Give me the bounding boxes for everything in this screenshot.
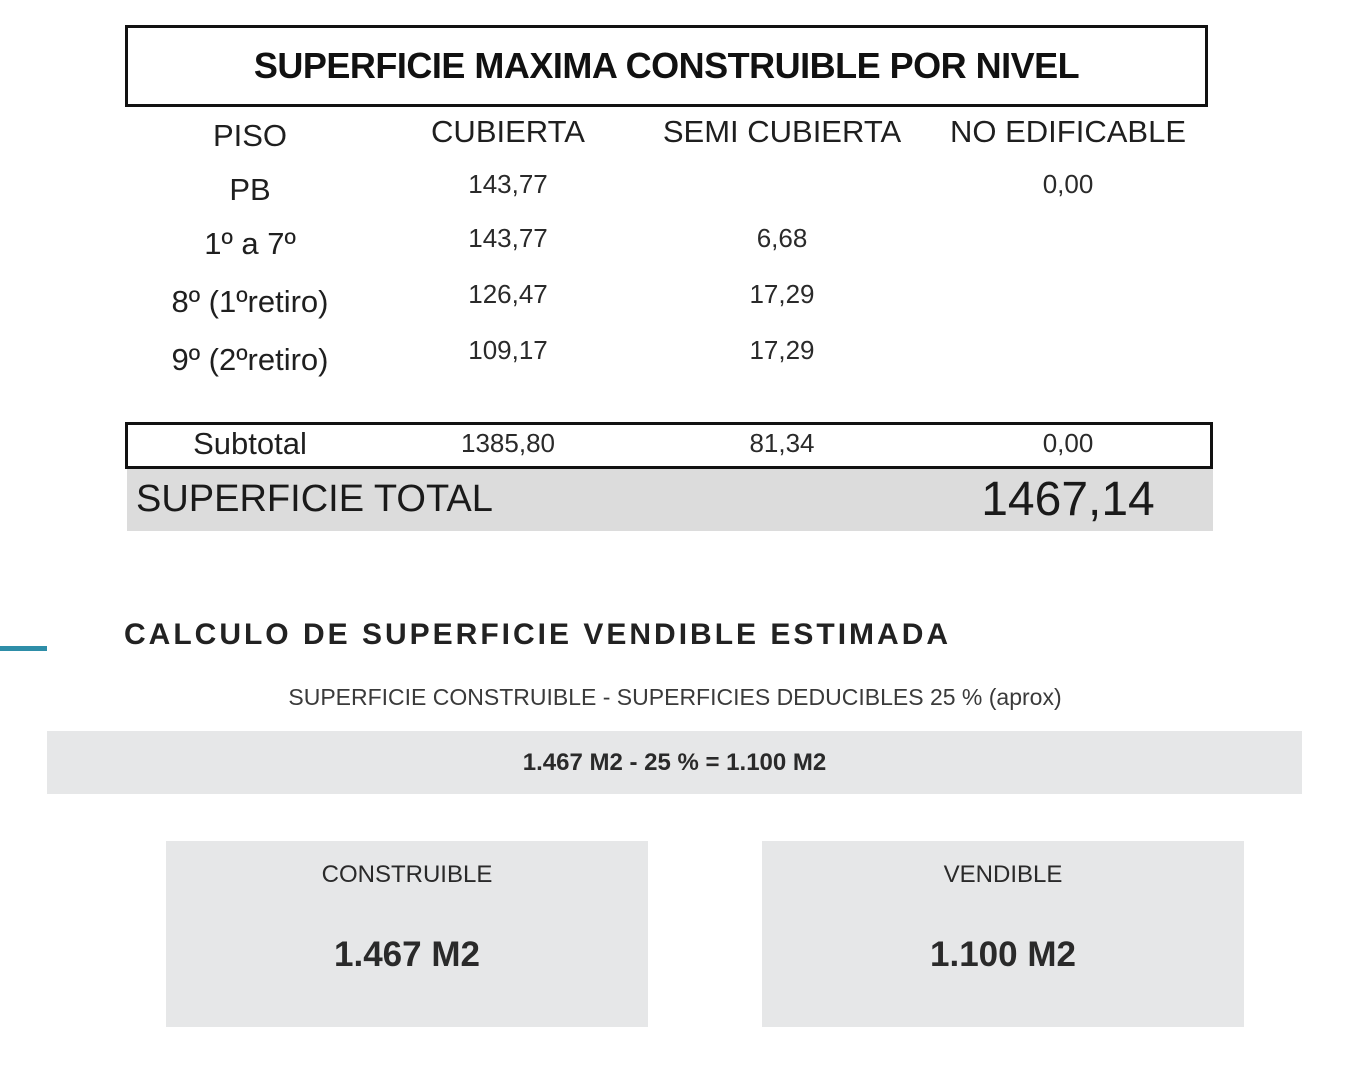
row-label-8: 8º (1ºretiro)	[171, 284, 329, 319]
card-construible	[166, 841, 648, 1027]
total-value: 1467,14	[981, 473, 1155, 526]
row-label-pb: PB	[229, 172, 271, 207]
card-value: 1.467 M2	[334, 935, 480, 974]
card-label: VENDIBLE	[943, 861, 1063, 888]
accent-line	[0, 646, 47, 651]
cell-semi-cubierta: 6,68	[756, 223, 808, 253]
column-header-cubierta: CUBIERTA	[431, 114, 585, 149]
column-header-semi-cubierta: SEMI CUBIERTA	[662, 114, 902, 149]
cell-cubierta: 143,77	[468, 223, 548, 253]
row-label-1-a-7: 1º a 7º	[204, 226, 296, 261]
card-value: 1.100 M2	[930, 935, 1076, 974]
cell-semi-cubierta: 17,29	[749, 279, 815, 309]
subtotal-label: Subtotal	[193, 426, 307, 461]
row-label-9: 9º (2ºretiro)	[171, 342, 329, 377]
subtotal-no-edificable: 0,00	[1042, 428, 1094, 458]
subtotal-semi-cubierta: 81,34	[749, 428, 815, 458]
formula-bar: 1.467 M2 - 25 % = 1.100 M2	[47, 731, 1302, 794]
table-title: SUPERFICIE MAXIMA CONSTRUIBLE POR NIVEL	[125, 25, 1208, 107]
subtotal-cubierta: 1385,80	[461, 428, 555, 458]
formula-caption: SUPERFICIE CONSTRUIBLE - SUPERFICIES DEDUCIBLES 25 % (aprox)	[288, 684, 1062, 710]
card-label: CONSTRUIBLE	[321, 861, 493, 888]
cell-no-edificable: 0,00	[1042, 169, 1094, 199]
cell-cubierta: 143,77	[468, 169, 548, 199]
cell-cubierta: 126,47	[468, 279, 548, 309]
column-header-piso: PISO	[212, 118, 288, 153]
column-header-no-edificable: NO EDIFICABLE	[950, 114, 1186, 149]
card-vendible	[762, 841, 1244, 1027]
total-label: SUPERFICIE TOTAL	[136, 478, 493, 520]
cell-cubierta: 109,17	[468, 335, 548, 365]
cell-semi-cubierta: 17,29	[749, 335, 815, 365]
section-title: CALCULO DE SUPERFICIE VENDIBLE ESTIMADA	[124, 618, 952, 651]
